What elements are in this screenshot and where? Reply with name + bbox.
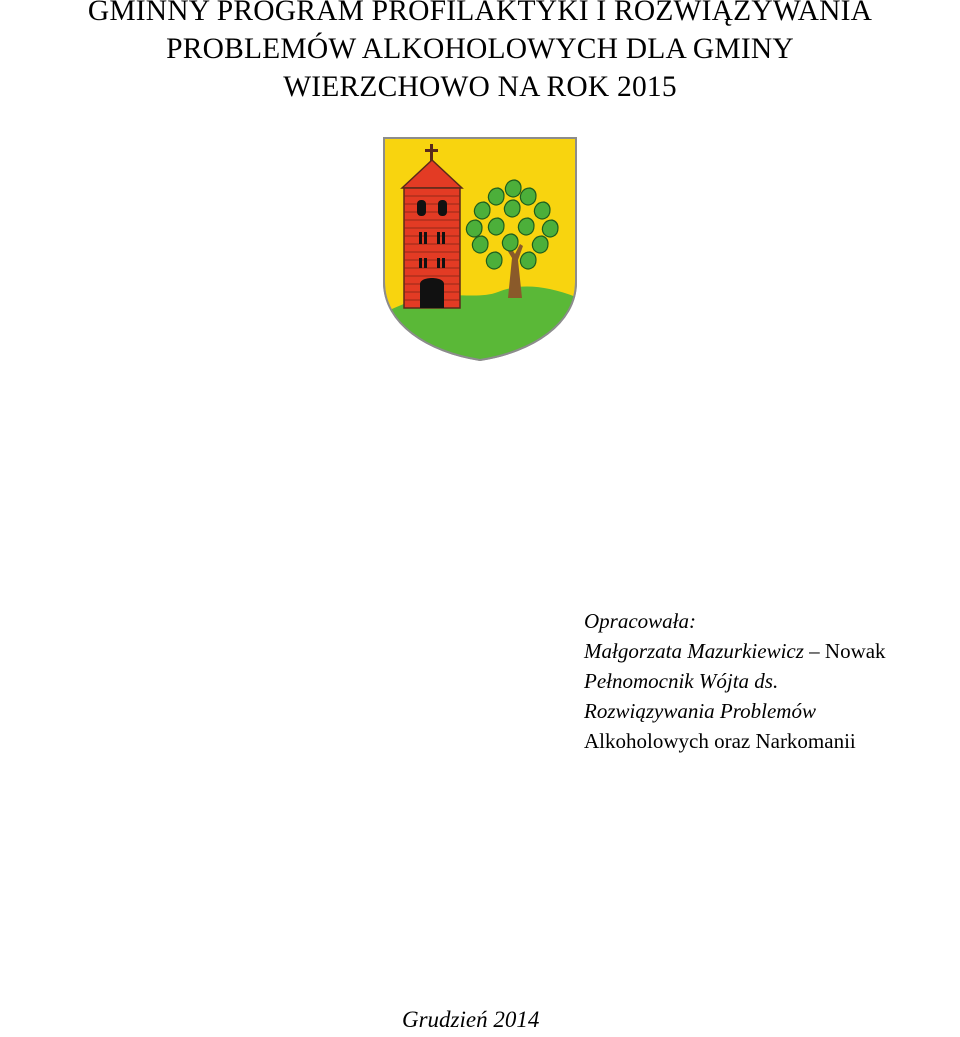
author-role-line-2: Rozwiązywania Problemów bbox=[584, 699, 816, 723]
prepared-by-label: Opracowała: bbox=[584, 609, 696, 633]
author-name-regular: Nowak bbox=[824, 639, 886, 663]
author-name bbox=[584, 636, 960, 666]
author-name-separator: – bbox=[803, 639, 825, 663]
author-role-line-3: Alkoholowych oraz Narkomanii bbox=[584, 729, 856, 753]
author-role-line-1: Pełnomocnik Wójta ds. bbox=[584, 669, 779, 693]
author-name-italic: Małgorzata Mazurkiewicz bbox=[584, 639, 804, 663]
title-line-1: GMINNY PROGRAM PROFILAKTYKI I ROZWIĄZYWANIA bbox=[87, 0, 873, 27]
coat-of-arms-image bbox=[372, 132, 588, 364]
document-title bbox=[0, 0, 960, 106]
author-block bbox=[584, 606, 960, 756]
title-line-2: PROBLEMÓW ALKOHOLOWYCH DLA GMINY bbox=[166, 33, 794, 65]
coat-of-arms-icon bbox=[372, 132, 588, 364]
document-date: Grudzień 2014 bbox=[402, 1007, 540, 1032]
title-line-3: WIERZCHOWO NA ROK 2015 bbox=[283, 71, 677, 103]
